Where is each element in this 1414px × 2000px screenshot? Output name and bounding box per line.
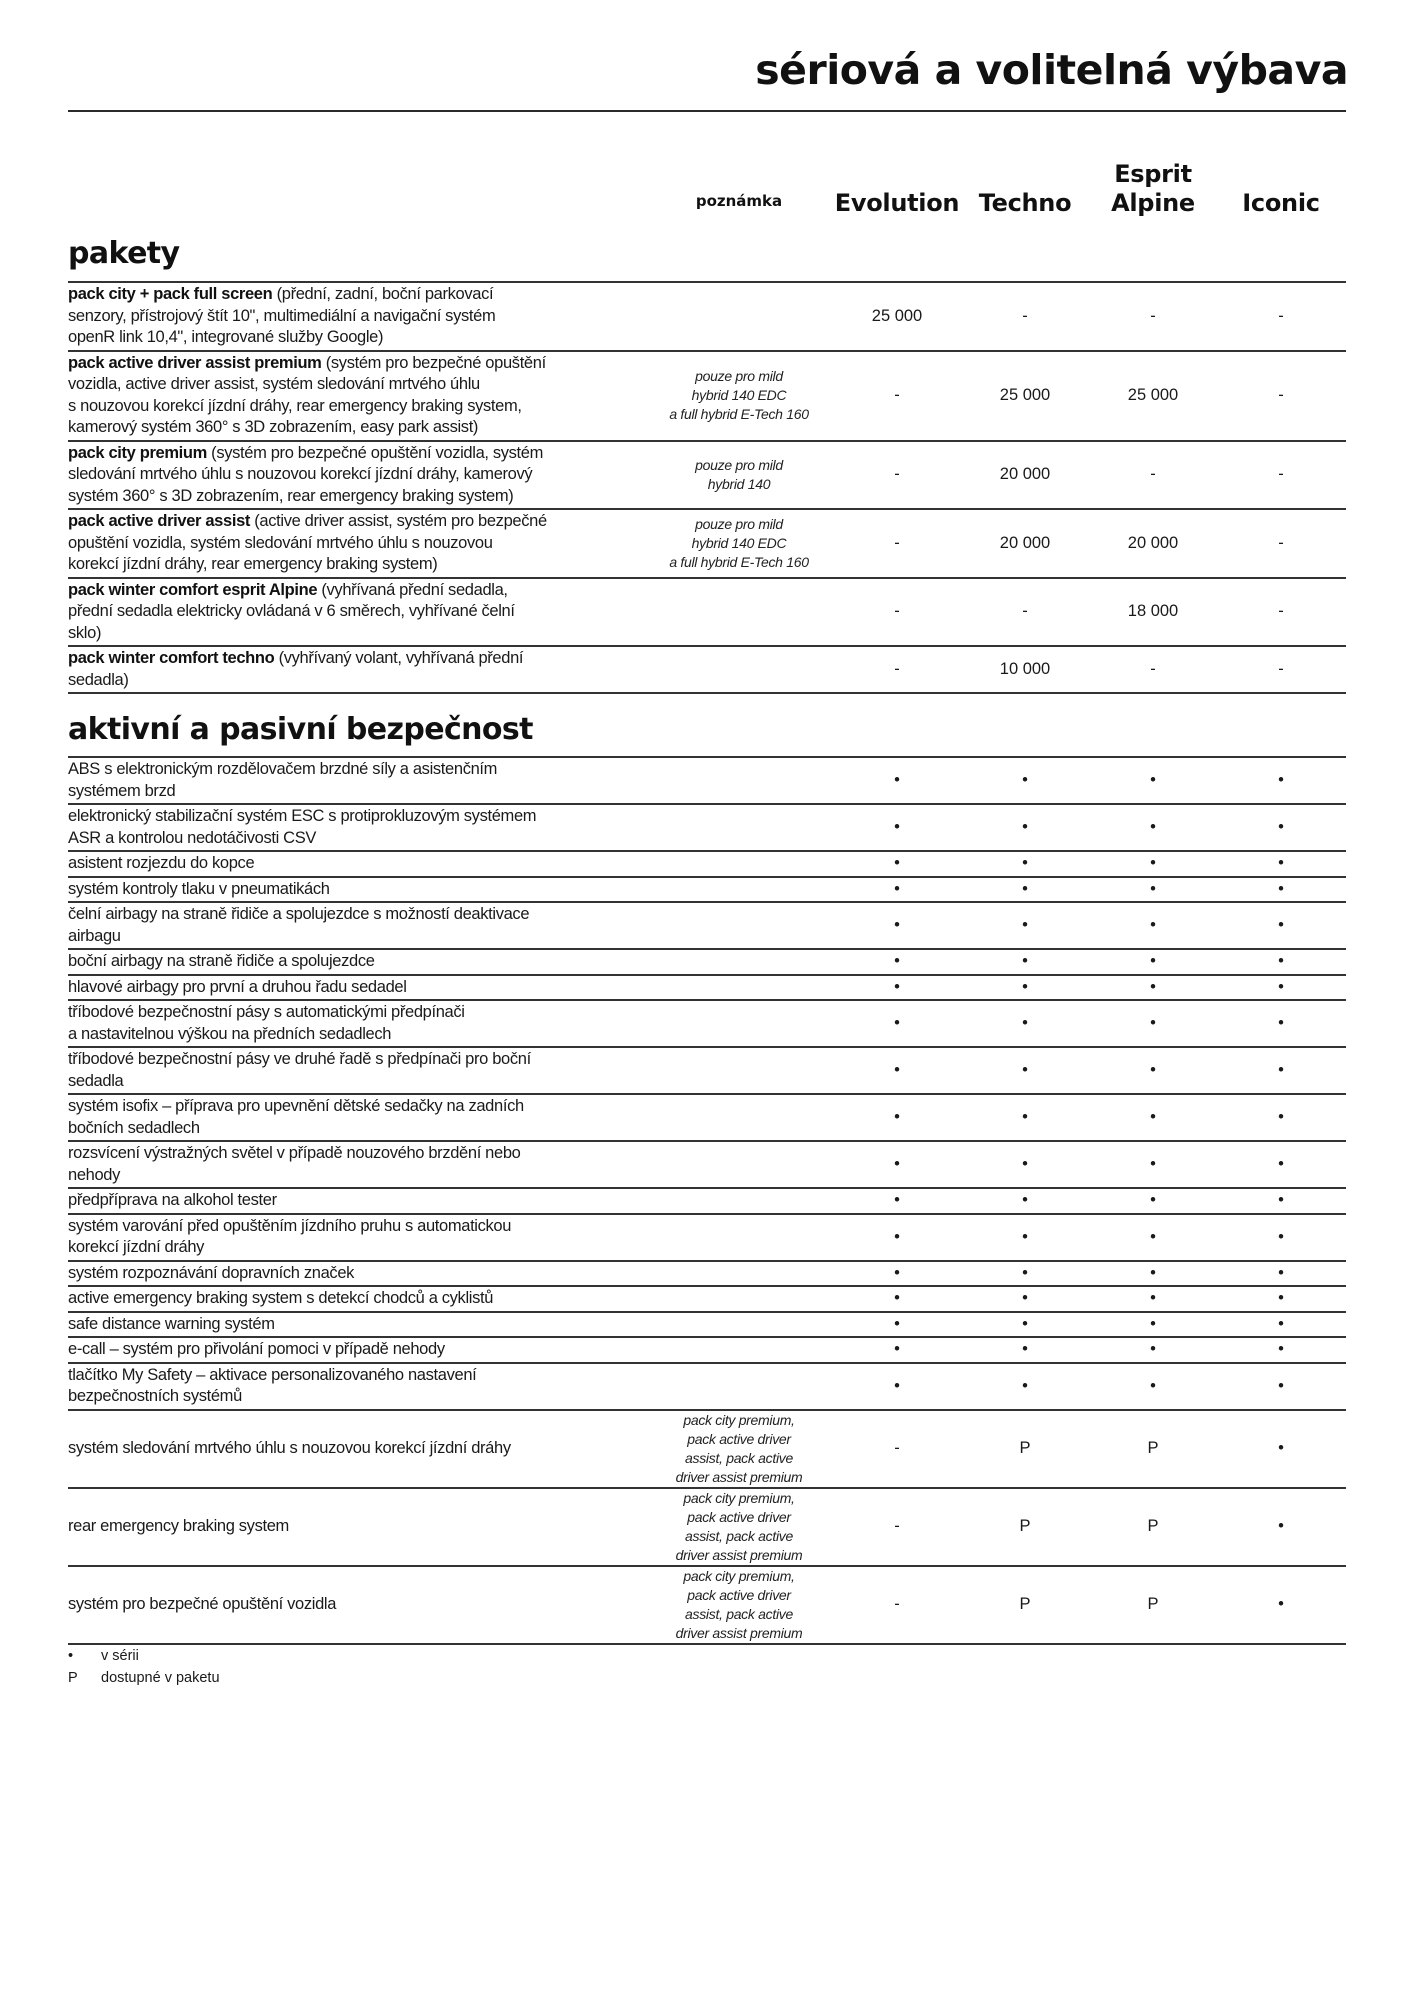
note-line: driver assist premium	[675, 1546, 803, 1563]
feature-line: boční airbagy na straně řidiče a spolujezdce	[68, 952, 375, 970]
legend-symbol: •	[68, 1648, 74, 1664]
feature-line: airbagu	[68, 926, 121, 945]
value-cell: •	[1278, 854, 1284, 873]
value-cell: •	[1150, 1314, 1156, 1333]
feature-line: bezpečnostních systémů	[68, 1387, 242, 1405]
feature-description	[68, 805, 645, 850]
column-headers	[68, 148, 1346, 218]
value-cell: -	[1278, 306, 1284, 325]
pack-detail: (vyhřívaný volant, vyhřívaná přední	[274, 649, 524, 667]
value-cell: •	[1022, 1289, 1028, 1308]
value-cell: •	[1022, 1263, 1028, 1282]
value-cell: •	[1278, 771, 1284, 789]
feature-description	[68, 1364, 645, 1409]
value-cell: -	[1278, 602, 1284, 621]
feature-line: nehody	[68, 1165, 121, 1184]
feature-line: přední sedadla elektricky ovládaná v 6 směrech, vyhřívané čelní	[68, 602, 515, 620]
value-cell: •	[894, 1340, 900, 1359]
feature-line: systém 360° s 3D zobrazením, rear emergency braking system)	[68, 486, 514, 505]
column-header-line: Evolution	[834, 189, 960, 217]
value-cell: •	[894, 916, 900, 934]
value-cell: •	[1022, 977, 1028, 996]
note-cell	[645, 1411, 833, 1487]
note-line: pack city premium,	[683, 1411, 795, 1428]
feature-description	[68, 1515, 645, 1539]
legend-label: dostupné v paketu	[101, 1670, 220, 1686]
value-cell: •	[894, 771, 900, 789]
value-cell: -	[894, 1595, 900, 1613]
value-cell: •	[1150, 1376, 1156, 1395]
value-cell: -	[894, 1439, 900, 1457]
value-cell: -	[894, 533, 900, 552]
feature-line: bočních sedadlech	[68, 1118, 200, 1137]
feature-description	[68, 1262, 645, 1286]
feature-description	[68, 1437, 645, 1461]
column-header-techno	[961, 189, 1089, 218]
note-cell	[645, 1489, 833, 1565]
column-header-line: Techno	[978, 189, 1072, 217]
feature-line: korekcí jízdní dráhy, rear emergency braking system)	[68, 555, 438, 573]
column-header-line: Esprit	[1114, 160, 1192, 188]
feature-line: čelní airbagy na straně řidiče a spolujezdce s možností deaktivace	[68, 905, 530, 923]
value-cell: •	[1150, 1263, 1156, 1282]
note-line: pouze pro mild	[695, 515, 783, 532]
value-cell: •	[1278, 1517, 1284, 1535]
note-line: a full hybrid E-Tech 160	[669, 553, 809, 570]
page-title: sériová a volitelná výbava	[755, 46, 1348, 94]
note-line: pack city premium,	[683, 1567, 795, 1584]
column-header-note: poznámka	[695, 192, 783, 210]
legend-item	[68, 1645, 220, 1667]
table-row	[68, 1215, 1346, 1262]
value-cell: •	[1278, 1108, 1284, 1126]
value-cell: -	[1278, 533, 1284, 552]
value-cell: •	[1278, 1191, 1284, 1210]
note-line: pack active driver	[687, 1430, 791, 1447]
value-cell: -	[894, 465, 900, 484]
note-line: driver assist premium	[675, 1624, 803, 1641]
note-line: driver assist premium	[675, 1468, 803, 1485]
value-cell: P	[1147, 1517, 1159, 1535]
value-cell: •	[1278, 1595, 1284, 1613]
value-cell: •	[1022, 1061, 1028, 1079]
table-row	[68, 903, 1346, 950]
table-row	[68, 1411, 1346, 1489]
feature-description	[68, 1001, 645, 1046]
value-cell: 25 000	[1127, 386, 1179, 404]
pack-detail: (systém pro bezpečné opuštění vozidla, systém	[206, 443, 544, 462]
value-cell: •	[1022, 771, 1028, 789]
note-line: pack active driver	[687, 1508, 791, 1525]
note-line: assist, pack active	[685, 1527, 793, 1544]
table-row	[68, 1313, 1346, 1339]
value-cell: -	[1150, 465, 1156, 484]
feature-description	[68, 1593, 645, 1617]
value-cell: •	[1278, 1061, 1284, 1079]
value-cell: •	[1150, 952, 1156, 971]
note-line: hybrid 140 EDC	[691, 387, 787, 403]
pack-name: pack active driver assist	[68, 512, 251, 530]
feature-line: systém rozpoznávání dopravních značek	[68, 1263, 355, 1282]
feature-description	[68, 1189, 645, 1213]
value-cell: •	[1150, 1061, 1156, 1079]
feature-line: vozidla, active driver assist, systém sledování mrtvého úhlu	[68, 375, 480, 393]
value-cell: •	[894, 1061, 900, 1079]
value-cell: -	[1150, 660, 1156, 678]
feature-line: safe distance warning systém	[68, 1314, 275, 1333]
feature-line	[68, 443, 645, 465]
value-cell: •	[1278, 1263, 1284, 1282]
value-cell: •	[1150, 977, 1156, 996]
feature-description	[68, 1142, 645, 1187]
value-cell: •	[1022, 1227, 1028, 1246]
value-cell: •	[1150, 1108, 1156, 1126]
value-cell: 20 000	[1127, 533, 1179, 552]
value-cell: •	[1278, 1439, 1284, 1457]
value-cell: •	[1022, 952, 1028, 971]
column-header-evolution	[833, 189, 961, 218]
table-row	[68, 1048, 1346, 1095]
note-cell	[645, 367, 833, 424]
feature-line: kamerový systém 360° s 3D zobrazením, easy park assist)	[68, 418, 479, 436]
feature-line: tříbodové bezpečnostní pásy ve druhé řadě s předpínači pro boční	[68, 1050, 531, 1068]
feature-description	[68, 758, 645, 803]
pack-detail: (active driver assist, systém pro bezpečné	[250, 512, 547, 530]
note-line: assist, pack active	[685, 1449, 793, 1466]
feature-line: senzory, přístrojový štít 10", multimediální a navigační systém	[68, 306, 496, 325]
feature-line: předpříprava na alkohol tester	[68, 1191, 277, 1209]
safety-table	[68, 756, 1346, 1645]
note-cell	[645, 1567, 833, 1643]
feature-line	[68, 353, 645, 375]
value-cell: •	[1150, 818, 1156, 836]
table-row	[68, 647, 1346, 694]
section-heading-packs: pakety	[68, 236, 180, 271]
table-row	[68, 878, 1346, 904]
title-divider	[68, 110, 1346, 112]
table-row	[68, 283, 1346, 352]
feature-description	[68, 852, 645, 876]
value-cell: 10 000	[999, 660, 1051, 678]
feature-description	[68, 1048, 645, 1093]
value-cell: •	[1278, 977, 1284, 996]
value-cell: -	[1150, 306, 1156, 325]
legend-symbol: P	[68, 1670, 78, 1686]
feature-line: systém varování před opuštěním jízdního pruhu s automatickou	[68, 1216, 512, 1235]
value-cell: •	[1022, 1108, 1028, 1126]
value-cell: •	[1150, 1289, 1156, 1308]
value-cell: •	[1022, 916, 1028, 934]
value-cell: -	[1022, 602, 1028, 621]
value-cell: •	[894, 1191, 900, 1210]
value-cell: •	[1022, 1314, 1028, 1333]
feature-line: korekcí jízdní dráhy	[68, 1238, 205, 1256]
feature-description	[68, 1215, 645, 1260]
feature-line: sledování mrtvého úhlu s nouzovou korekcí jízdní dráhy, kamerový	[68, 465, 533, 483]
note-line: pouze pro mild	[695, 368, 783, 384]
value-cell: P	[1019, 1439, 1031, 1457]
note-cell	[645, 515, 833, 572]
value-cell: •	[1278, 879, 1284, 898]
table-row	[68, 579, 1346, 648]
feature-line: systém isofix – příprava pro upevnění dětské sedačky na zadních	[68, 1097, 524, 1115]
value-cell: -	[1022, 306, 1028, 325]
feature-description	[68, 1287, 645, 1311]
table-row	[68, 1287, 1346, 1313]
section-heading-safety: aktivní a pasivní bezpečnost	[68, 712, 533, 747]
feature-line: opuštění vozidla, systém sledování mrtvého úhlu s nouzovou	[68, 533, 493, 552]
feature-line	[68, 284, 645, 306]
note-line: assist, pack active	[685, 1605, 793, 1622]
table-row	[68, 976, 1346, 1002]
feature-description	[68, 1313, 645, 1337]
feature-line: rozsvícení výstražných světel v případě nouzového brzdění nebo	[68, 1144, 521, 1162]
value-cell: •	[1278, 818, 1284, 836]
table-row	[68, 758, 1346, 805]
table-row	[68, 1142, 1346, 1189]
packs-table	[68, 281, 1346, 694]
column-header-line: Alpine	[1111, 189, 1195, 217]
value-cell: •	[894, 1155, 900, 1173]
feature-line: systém pro bezpečné opuštění vozidla	[68, 1594, 337, 1613]
pack-name: pack winter comfort techno	[68, 649, 275, 667]
value-cell: 20 000	[999, 465, 1051, 484]
value-cell: •	[1022, 1014, 1028, 1032]
value-cell: -	[1278, 660, 1284, 678]
value-cell: •	[1022, 1155, 1028, 1173]
feature-description	[68, 352, 645, 440]
value-cell: -	[894, 660, 900, 678]
table-row	[68, 1567, 1346, 1645]
value-cell: •	[894, 1314, 900, 1333]
value-cell: 20 000	[999, 533, 1051, 552]
value-cell: •	[894, 952, 900, 971]
value-cell: -	[894, 602, 900, 621]
feature-line: systém sledování mrtvého úhlu s nouzovou korekcí jízdní dráhy	[68, 1438, 511, 1457]
table-row	[68, 1001, 1346, 1048]
column-header-esprit-alpine	[1089, 160, 1217, 218]
value-cell: •	[894, 1227, 900, 1246]
value-cell: •	[894, 854, 900, 873]
value-cell: •	[894, 879, 900, 898]
value-cell: •	[1022, 818, 1028, 836]
value-cell: •	[1022, 854, 1028, 873]
note-line: pack active driver	[687, 1586, 791, 1603]
value-cell: 18 000	[1127, 602, 1179, 621]
table-row	[68, 510, 1346, 579]
feature-description	[68, 442, 645, 509]
feature-description	[68, 283, 645, 350]
legend	[68, 1645, 220, 1689]
feature-line: s nouzovou korekcí jízdní dráhy, rear emergency braking system,	[68, 396, 522, 415]
feature-line: sedadla)	[68, 670, 129, 689]
value-cell: •	[1278, 1289, 1284, 1308]
value-cell: -	[894, 1517, 900, 1535]
value-cell: P	[1019, 1595, 1031, 1613]
note-line: hybrid 140 EDC	[691, 534, 787, 551]
feature-line: systémem brzd	[68, 781, 176, 800]
feature-description	[68, 903, 645, 948]
table-row	[68, 950, 1346, 976]
value-cell: -	[1278, 465, 1284, 484]
note-line: a full hybrid E-Tech 160	[669, 406, 809, 422]
value-cell: •	[1150, 1155, 1156, 1173]
table-row	[68, 1095, 1346, 1142]
value-cell: •	[1150, 916, 1156, 934]
feature-line: e-call – systém pro přivolání pomoci v případě nehody	[68, 1340, 445, 1358]
feature-line: asistent rozjezdu do kopce	[68, 854, 255, 872]
value-cell: •	[894, 1263, 900, 1282]
value-cell: •	[894, 977, 900, 996]
value-cell: •	[894, 1108, 900, 1126]
feature-description	[68, 1338, 645, 1362]
value-cell: 25 000	[999, 386, 1051, 404]
table-row	[68, 1189, 1346, 1215]
value-cell: -	[1278, 386, 1284, 404]
value-cell: •	[1150, 1014, 1156, 1032]
table-row	[68, 1489, 1346, 1567]
feature-line: sedadla	[68, 1071, 124, 1090]
value-cell: •	[1150, 879, 1156, 898]
value-cell: •	[1150, 854, 1156, 873]
value-cell: •	[1150, 1227, 1156, 1246]
value-cell: •	[1278, 952, 1284, 971]
value-cell: •	[1278, 1227, 1284, 1246]
value-cell: •	[1022, 1376, 1028, 1395]
feature-description	[68, 647, 645, 692]
table-row	[68, 1364, 1346, 1411]
value-cell: •	[1150, 1340, 1156, 1359]
feature-line	[68, 580, 645, 602]
feature-line: a nastavitelnou výškou na předních sedadlech	[68, 1024, 392, 1043]
value-cell: •	[894, 1289, 900, 1308]
legend-label: v sérii	[101, 1648, 139, 1664]
value-cell: •	[1022, 879, 1028, 898]
value-cell: •	[1278, 1155, 1284, 1173]
value-cell: •	[1022, 1191, 1028, 1210]
table-row	[68, 352, 1346, 442]
value-cell: •	[1278, 1314, 1284, 1333]
feature-line: hlavové airbagy pro první a druhou řadu sedadel	[68, 977, 407, 996]
table-row	[68, 442, 1346, 511]
feature-description	[68, 510, 645, 577]
feature-description	[68, 950, 645, 974]
value-cell: •	[1278, 916, 1284, 934]
pack-name: pack city + pack full screen	[68, 285, 273, 303]
column-header-iconic	[1217, 189, 1345, 218]
feature-description	[68, 878, 645, 902]
feature-line: ASR a kontrolou nedotáčivosti CSV	[68, 828, 317, 847]
feature-line	[68, 511, 645, 533]
value-cell: •	[894, 1376, 900, 1395]
feature-description	[68, 1095, 645, 1140]
value-cell: •	[1150, 1191, 1156, 1210]
value-cell: •	[1278, 1376, 1284, 1395]
feature-description	[68, 579, 645, 646]
note-line: pack city premium,	[683, 1489, 795, 1506]
value-cell: •	[1022, 1340, 1028, 1359]
feature-description	[68, 976, 645, 1000]
note-line: pouze pro mild	[695, 456, 783, 473]
feature-line: sklo)	[68, 623, 102, 642]
value-cell: •	[1278, 1340, 1284, 1359]
table-row	[68, 1262, 1346, 1288]
feature-line	[68, 648, 645, 670]
feature-line: tříbodové bezpečnostní pásy s automatickými předpínači	[68, 1003, 465, 1021]
value-cell: •	[894, 1014, 900, 1032]
pack-detail: (vyhřívaná přední sedadla,	[317, 580, 508, 599]
note-line: hybrid 140	[707, 475, 771, 492]
value-cell: •	[1278, 1014, 1284, 1032]
value-cell: 25 000	[871, 306, 923, 325]
table-row	[68, 1338, 1346, 1364]
table-row	[68, 852, 1346, 878]
pack-detail: (přední, zadní, boční parkovací	[272, 285, 494, 303]
pack-name: pack active driver assist premium	[68, 353, 322, 372]
value-cell: P	[1147, 1595, 1159, 1613]
feature-line: rear emergency braking system	[68, 1516, 289, 1535]
value-cell: -	[894, 386, 900, 404]
pack-detail: (systém pro bezpečné opuštění	[321, 353, 546, 372]
value-cell: •	[894, 818, 900, 836]
pack-name: pack city premium	[68, 443, 207, 462]
feature-line: active emergency braking system s detekcí chodců a cyklistů	[68, 1289, 494, 1307]
legend-item	[68, 1667, 220, 1689]
pack-name: pack winter comfort esprit Alpine	[68, 580, 318, 599]
note-cell	[645, 456, 833, 494]
feature-line: openR link 10,4", integrované služby Google)	[68, 328, 384, 346]
value-cell: P	[1147, 1439, 1159, 1457]
column-header-line: Iconic	[1242, 189, 1320, 217]
feature-line: ABS s elektronickým rozdělovačem brzdné síly a asistenčním	[68, 760, 498, 778]
feature-line: systém kontroly tlaku v pneumatikách	[68, 879, 330, 898]
feature-line: tlačítko My Safety – aktivace personalizovaného nastavení	[68, 1365, 477, 1384]
value-cell: P	[1019, 1517, 1031, 1535]
value-cell: •	[1150, 771, 1156, 789]
table-row	[68, 805, 1346, 852]
feature-line: elektronický stabilizační systém ESC s protiprokluzovým systémem	[68, 807, 537, 825]
